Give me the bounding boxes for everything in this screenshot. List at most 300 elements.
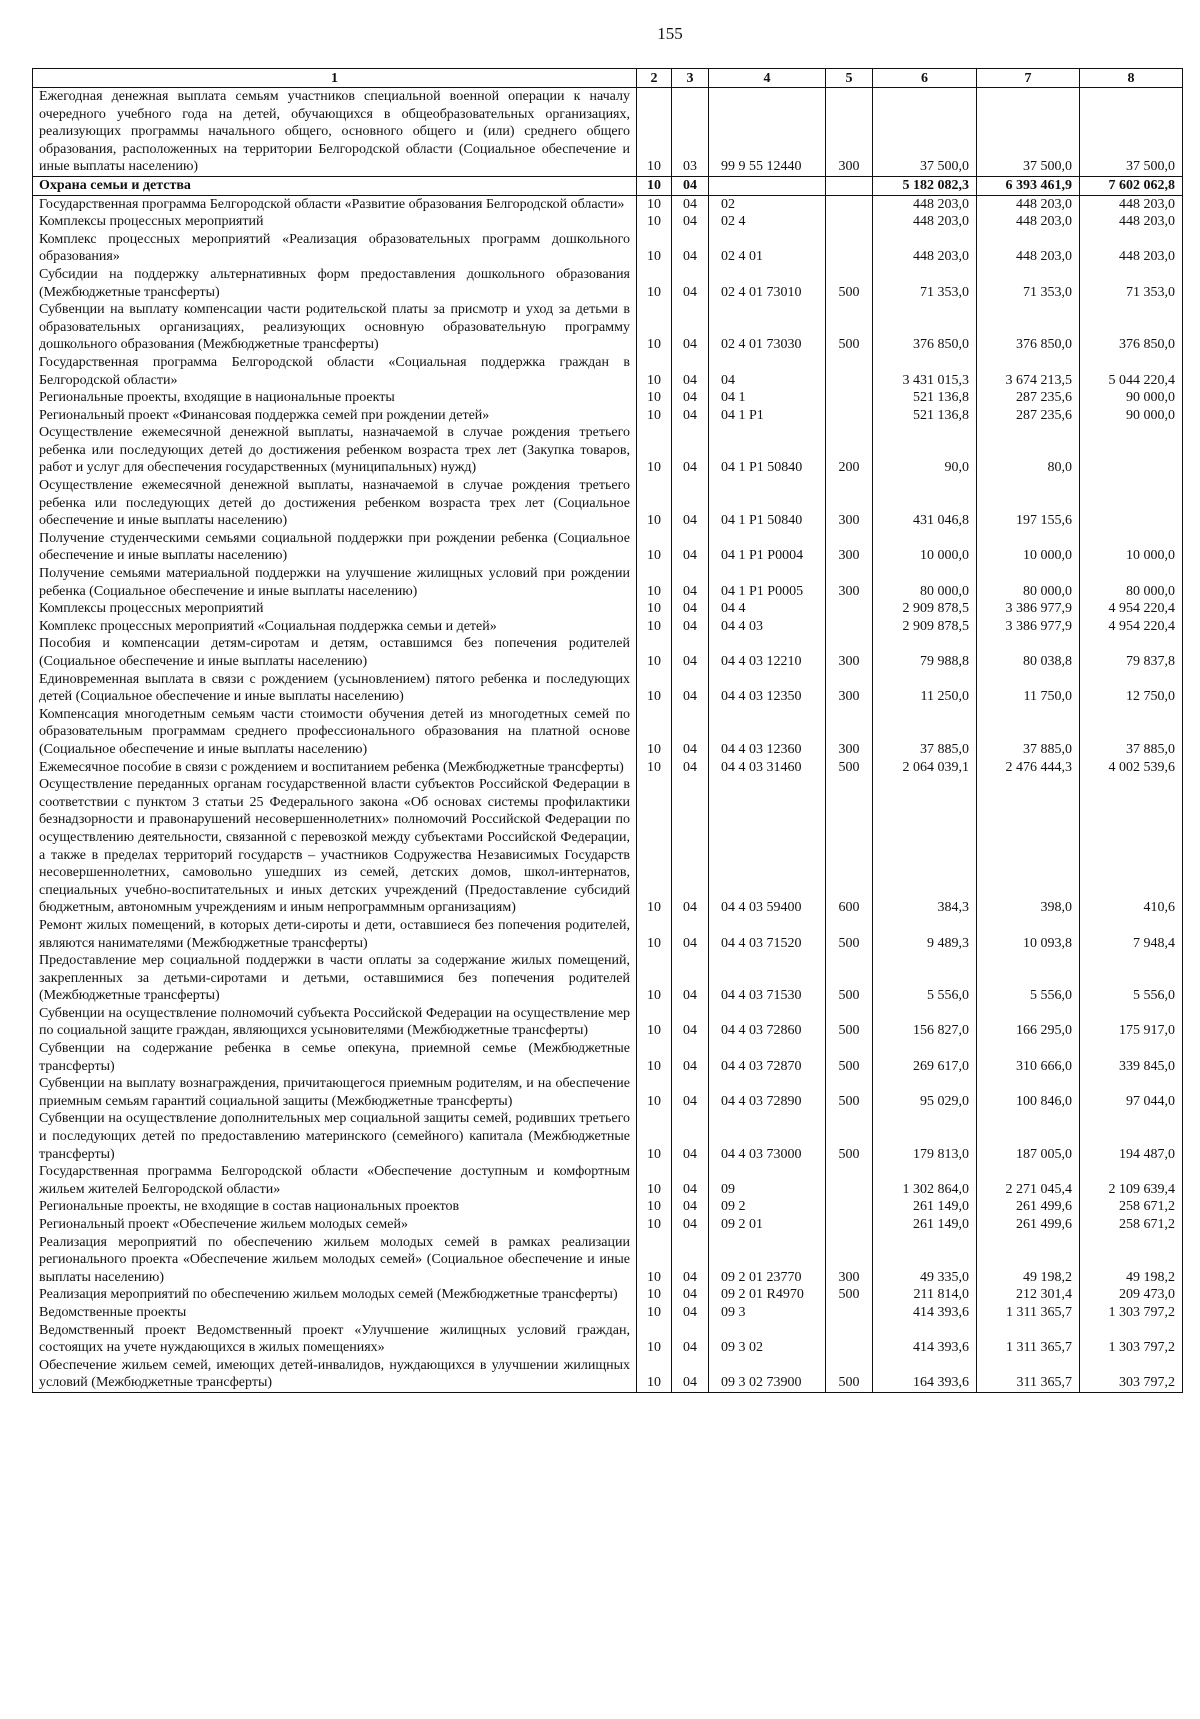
row-amount-col8: 448 203,0 [1080,213,1183,231]
row-target-article [709,176,826,195]
row-amount-col8: 1 303 797,2 [1080,1322,1183,1357]
row-subsection-code: 04 [672,600,709,618]
row-target-article: 09 3 02 73900 [709,1357,826,1393]
row-section-code: 10 [637,1040,672,1075]
row-target-article: 04 4 03 [709,618,826,636]
budget-table [32,68,1183,1393]
row-section-code: 10 [637,1322,672,1357]
row-name: Комплекс процессных мероприятий «Реализация образовательных программ дошкольного образования» [33,231,637,266]
row-amount-col7: 166 295,0 [977,1005,1080,1040]
row-amount-col6: 10 000,0 [873,530,977,565]
row-amount-col7: 448 203,0 [977,195,1080,213]
row-amount-col8: 376 850,0 [1080,301,1183,354]
row-subsection-code: 04 [672,389,709,407]
row-target-article: 09 3 02 [709,1322,826,1357]
row-expense-type [826,389,873,407]
row-expense-type: 500 [826,1005,873,1040]
row-section-code: 10 [637,407,672,425]
row-expense-type: 500 [826,952,873,1005]
row-target-article: 04 4 03 12210 [709,635,826,670]
row-target-article: 02 [709,195,826,213]
row-section-code: 10 [637,424,672,477]
row-expense-type: 500 [826,759,873,777]
row-subsection-code: 04 [672,176,709,195]
row-amount-col6: 156 827,0 [873,1005,977,1040]
row-section-code: 10 [637,1234,672,1287]
row-expense-type [826,1322,873,1357]
row-amount-col6: 179 813,0 [873,1110,977,1163]
row-amount-col8: 37 500,0 [1080,88,1183,177]
row-amount-col8: 90 000,0 [1080,407,1183,425]
row-expense-type [826,354,873,389]
row-section-code: 10 [637,301,672,354]
row-subsection-code: 04 [672,776,709,917]
row-amount-col6: 448 203,0 [873,231,977,266]
row-amount-col7: 197 155,6 [977,477,1080,530]
row-section-code: 10 [637,213,672,231]
row-name: Субвенции на осуществление полномочий субъекта Российской Федерации на осуществление мер по социальной защите граждан, являющихся усыновителями (Межбюджетные трансферты) [33,1005,637,1040]
table-row [33,1322,1183,1357]
row-target-article: 04 1 P1 50840 [709,424,826,477]
table-row [33,424,1183,477]
row-amount-col6: 521 136,8 [873,407,977,425]
table-row [33,301,1183,354]
row-name: Пособия и компенсации детям-сиротам и детям, оставшимся без попечения родителей (Социальное обеспечение и иные выплаты населению) [33,635,637,670]
table-row [33,952,1183,1005]
row-target-article: 04 1 P1 [709,407,826,425]
row-amount-col8: 71 353,0 [1080,266,1183,301]
row-subsection-code: 04 [672,1110,709,1163]
row-target-article: 04 4 03 72870 [709,1040,826,1075]
row-section-code: 10 [637,917,672,952]
row-target-article: 04 4 03 31460 [709,759,826,777]
row-amount-col6: 521 136,8 [873,389,977,407]
row-section-code: 10 [637,530,672,565]
row-amount-col7: 310 666,0 [977,1040,1080,1075]
table-row [33,354,1183,389]
row-amount-col6: 414 393,6 [873,1304,977,1322]
row-name: Комплексы процессных мероприятий [33,600,637,618]
row-name: Осуществление переданных органам государственной власти субъектов Российской Федерации в соответствии с пунктом 3 статьи 25 Федерального закона «Об основах системы профилактики безнадзорности и правонарушений несовершеннолетних» полномочий Российской Федерации по осуществлению деятельности, связанной с перевозкой между субъектами Российской Федерации, а также в пределах территорий государств – участников Содружества Независимых Государств несовершеннолетних, самовольно ушедших из семей, детских домов, школ-интернатов, специальных учебно-воспитательных и иных детских учреждений (Предоставление субсидий бюджетным, автономным учреждениям и иным непрограммным организациям) [33,776,637,917]
row-amount-col8: 80 000,0 [1080,565,1183,600]
row-name: Осуществление ежемесячной денежной выплаты, назначаемой в случае рождения третьего ребенка или последующих детей до достижения ребенком возраста трех лет (Закупка товаров, работ и услуг для обеспечения государственных (муниципальных) нужд) [33,424,637,477]
row-amount-col8: 258 671,2 [1080,1198,1183,1216]
column-header-1: 1 [33,69,637,88]
row-subsection-code: 04 [672,759,709,777]
table-row [33,1198,1183,1216]
row-amount-col6: 9 489,3 [873,917,977,952]
table-row [33,1075,1183,1110]
row-amount-col6: 90,0 [873,424,977,477]
row-target-article: 02 4 01 73010 [709,266,826,301]
row-target-article: 09 2 01 23770 [709,1234,826,1287]
row-amount-col8: 448 203,0 [1080,195,1183,213]
row-section-code: 10 [637,565,672,600]
row-amount-col7: 80,0 [977,424,1080,477]
row-section-code: 10 [637,706,672,759]
row-subsection-code: 04 [672,671,709,706]
row-name: Охрана семьи и детства [33,176,637,195]
row-amount-col7: 212 301,4 [977,1286,1080,1304]
row-amount-col7: 261 499,6 [977,1198,1080,1216]
table-row [33,635,1183,670]
row-subsection-code: 04 [672,424,709,477]
row-subsection-code: 04 [672,1216,709,1234]
row-expense-type: 500 [826,1075,873,1110]
row-amount-col7: 448 203,0 [977,213,1080,231]
column-header-8: 8 [1080,69,1183,88]
row-amount-col6: 71 353,0 [873,266,977,301]
row-section-code: 10 [637,635,672,670]
row-amount-col7: 10 093,8 [977,917,1080,952]
row-amount-col7: 71 353,0 [977,266,1080,301]
row-subsection-code: 04 [672,407,709,425]
row-amount-col6: 79 988,8 [873,635,977,670]
row-amount-col7: 376 850,0 [977,301,1080,354]
row-amount-col6: 95 029,0 [873,1075,977,1110]
row-amount-col8: 258 671,2 [1080,1216,1183,1234]
row-target-article: 04 1 P1 P0004 [709,530,826,565]
row-subsection-code: 04 [672,618,709,636]
row-name: Государственная программа Белгородской области «Социальная поддержка граждан в Белгородской области» [33,354,637,389]
row-amount-col6: 431 046,8 [873,477,977,530]
row-amount-col8: 4 954 220,4 [1080,618,1183,636]
row-subsection-code: 04 [672,1163,709,1198]
row-section-code: 10 [637,600,672,618]
row-amount-col7: 3 386 977,9 [977,618,1080,636]
row-name: Государственная программа Белгородской области «Обеспечение доступным и комфортным жильем жителей Белгородской области» [33,1163,637,1198]
row-amount-col6: 2 064 039,1 [873,759,977,777]
row-amount-col8 [1080,424,1183,477]
row-section-code: 10 [637,671,672,706]
row-amount-col8: 97 044,0 [1080,1075,1183,1110]
column-header-5: 5 [826,69,873,88]
row-amount-col8: 5 044 220,4 [1080,354,1183,389]
table-row [33,1110,1183,1163]
row-target-article: 04 4 03 59400 [709,776,826,917]
table-row [33,671,1183,706]
table-row [33,1163,1183,1198]
row-amount-col7: 1 311 365,7 [977,1322,1080,1357]
row-section-code: 10 [637,1005,672,1040]
table-row [33,706,1183,759]
row-amount-col8: 37 885,0 [1080,706,1183,759]
row-amount-col7: 261 499,6 [977,1216,1080,1234]
row-amount-col6: 2 909 878,5 [873,618,977,636]
row-target-article: 04 4 03 72890 [709,1075,826,1110]
row-amount-col8: 7 602 062,8 [1080,176,1183,195]
row-target-article: 04 4 03 72860 [709,1005,826,1040]
page-number: 155 [657,24,683,43]
row-subsection-code: 04 [672,195,709,213]
row-target-article: 02 4 01 [709,231,826,266]
table-row [33,88,1183,177]
row-target-article: 09 [709,1163,826,1198]
row-amount-col7: 5 556,0 [977,952,1080,1005]
row-name: Государственная программа Белгородской области «Развитие образования Белгородской области» [33,195,637,213]
row-expense-type: 500 [826,1357,873,1393]
row-amount-col7: 3 386 977,9 [977,600,1080,618]
row-amount-col8: 194 487,0 [1080,1110,1183,1163]
row-amount-col6: 5 182 082,3 [873,176,977,195]
row-amount-col7: 2 476 444,3 [977,759,1080,777]
row-name: Реализация мероприятий по обеспечению жильем молодых семей (Межбюджетные трансферты) [33,1286,637,1304]
row-amount-col8: 1 303 797,2 [1080,1304,1183,1322]
table-row [33,176,1183,195]
row-expense-type: 200 [826,424,873,477]
row-name: Ежегодная денежная выплата семьям участников специальной военной операции к началу очередного учебного года на детей, обучающихся в общеобразовательных организациях, реализующих программы начального общего, основного общего и (или) среднего общего образования, расположенных на территории Белгородской области (Социальное обеспечение и иные выплаты населению) [33,88,637,177]
column-header-2: 2 [637,69,672,88]
row-amount-col7: 287 235,6 [977,407,1080,425]
row-name: Получение студенческими семьями социальной поддержки при рождении ребенка (Социальное обеспечение и иные выплаты населению) [33,530,637,565]
row-expense-type [826,1216,873,1234]
row-subsection-code: 04 [672,354,709,389]
row-amount-col7: 6 393 461,9 [977,176,1080,195]
row-amount-col8: 2 109 639,4 [1080,1163,1183,1198]
row-subsection-code: 04 [672,635,709,670]
row-target-article: 04 1 [709,389,826,407]
row-amount-col6: 49 335,0 [873,1234,977,1287]
row-amount-col8: 90 000,0 [1080,389,1183,407]
row-subsection-code: 04 [672,477,709,530]
row-target-article: 02 4 [709,213,826,231]
row-expense-type [826,195,873,213]
table-row [33,1040,1183,1075]
row-amount-col7: 311 365,7 [977,1357,1080,1393]
row-expense-type: 300 [826,706,873,759]
row-name: Получение семьями материальной поддержки на улучшение жилищных условий при рождении ребенка (Социальное обеспечение и иные выплаты населению) [33,565,637,600]
row-subsection-code: 04 [672,213,709,231]
row-target-article: 09 2 01 [709,1216,826,1234]
row-section-code: 10 [637,176,672,195]
row-section-code: 10 [637,952,672,1005]
row-amount-col6: 448 203,0 [873,213,977,231]
row-amount-col8: 7 948,4 [1080,917,1183,952]
row-name: Реализация мероприятий по обеспечению жильем молодых семей в рамках реализации регионального проекта «Обеспечение жильем молодых семей» (Социальное обеспечение и иные выплаты населению) [33,1234,637,1287]
row-amount-col7: 287 235,6 [977,389,1080,407]
row-subsection-code: 04 [672,1322,709,1357]
row-subsection-code: 04 [672,706,709,759]
row-name: Ежемесячное пособие в связи с рождением и воспитанием ребенка (Межбюджетные трансферты) [33,759,637,777]
row-amount-col7: 100 846,0 [977,1075,1080,1110]
row-expense-type [826,176,873,195]
row-expense-type: 600 [826,776,873,917]
column-header-7: 7 [977,69,1080,88]
row-subsection-code: 04 [672,266,709,301]
row-expense-type [826,1198,873,1216]
row-amount-col6: 80 000,0 [873,565,977,600]
table-row [33,759,1183,777]
row-section-code: 10 [637,88,672,177]
table-row [33,1286,1183,1304]
row-amount-col8: 410,6 [1080,776,1183,917]
row-target-article: 04 4 [709,600,826,618]
row-section-code: 10 [637,354,672,389]
row-section-code: 10 [637,618,672,636]
row-expense-type: 500 [826,1110,873,1163]
row-amount-col6: 269 617,0 [873,1040,977,1075]
row-target-article: 04 4 03 71520 [709,917,826,952]
row-name: Ремонт жилых помещений, в которых дети-сироты и дети, оставшиеся без попечения родителей, являются нанимателями (Межбюджетные трансферты) [33,917,637,952]
row-amount-col6: 37 885,0 [873,706,977,759]
row-name: Обеспечение жильем семей, имеющих детей-инвалидов, нуждающихся в улучшении жилищных условий (Межбюджетные трансферты) [33,1357,637,1393]
row-expense-type [826,618,873,636]
row-amount-col8: 49 198,2 [1080,1234,1183,1287]
row-section-code: 10 [637,1198,672,1216]
row-expense-type [826,231,873,266]
row-subsection-code: 04 [672,1357,709,1393]
row-name: Комплексы процессных мероприятий [33,213,637,231]
row-name: Осуществление ежемесячной денежной выплаты, назначаемой в случае рождения третьего ребенка или последующих детей до достижения ребенком возраста трех лет (Социальное обеспечение и иные выплаты населению) [33,477,637,530]
row-name: Субсидии на поддержку альтернативных форм предоставления дошкольного образования (Межбюджетные трансферты) [33,266,637,301]
row-amount-col6: 164 393,6 [873,1357,977,1393]
row-expense-type [826,1304,873,1322]
row-subsection-code: 04 [672,917,709,952]
row-amount-col7: 187 005,0 [977,1110,1080,1163]
row-subsection-code: 04 [672,565,709,600]
row-subsection-code: 04 [672,1234,709,1287]
row-subsection-code: 04 [672,1040,709,1075]
row-name: Региональные проекты, входящие в национальные проекты [33,389,637,407]
row-section-code: 10 [637,1286,672,1304]
row-section-code: 10 [637,477,672,530]
table-row [33,530,1183,565]
row-section-code: 10 [637,1075,672,1110]
table-row [33,600,1183,618]
row-name: Региональный проект «Обеспечение жильем молодых семей» [33,1216,637,1234]
row-expense-type: 300 [826,671,873,706]
row-amount-col6: 211 814,0 [873,1286,977,1304]
table-row [33,266,1183,301]
row-section-code: 10 [637,1110,672,1163]
row-amount-col6: 1 302 864,0 [873,1163,977,1198]
row-amount-col8: 10 000,0 [1080,530,1183,565]
row-amount-col6: 261 149,0 [873,1198,977,1216]
table-row [33,1357,1183,1393]
row-target-article: 04 4 03 71530 [709,952,826,1005]
table-row [33,1304,1183,1322]
row-section-code: 10 [637,1304,672,1322]
table-row [33,917,1183,952]
row-amount-col8 [1080,477,1183,530]
row-subsection-code: 04 [672,530,709,565]
row-name: Ведомственный проект Ведомственный проект «Улучшение жилищных условий граждан, состоящих на учете нуждающихся в жилых помещениях» [33,1322,637,1357]
row-subsection-code: 04 [672,1286,709,1304]
row-amount-col7: 10 000,0 [977,530,1080,565]
row-section-code: 10 [637,231,672,266]
row-expense-type: 300 [826,530,873,565]
row-expense-type: 300 [826,477,873,530]
row-amount-col8: 79 837,8 [1080,635,1183,670]
table-row [33,195,1183,213]
column-number-header [33,69,1183,88]
row-section-code: 10 [637,1357,672,1393]
row-name: Региональный проект «Финансовая поддержка семей при рождении детей» [33,407,637,425]
table-row [33,213,1183,231]
table-row [33,231,1183,266]
row-target-article: 04 1 P1 P0005 [709,565,826,600]
row-name: Ведомственные проекты [33,1304,637,1322]
row-name: Комплекс процессных мероприятий «Социальная поддержка семьи и детей» [33,618,637,636]
row-expense-type [826,407,873,425]
row-amount-col6: 376 850,0 [873,301,977,354]
budget-table-container [32,68,1182,1393]
row-amount-col8: 209 473,0 [1080,1286,1183,1304]
row-section-code: 10 [637,1163,672,1198]
row-target-article: 09 3 [709,1304,826,1322]
row-amount-col6: 261 149,0 [873,1216,977,1234]
row-expense-type: 300 [826,635,873,670]
row-amount-col7: 2 271 045,4 [977,1163,1080,1198]
row-target-article: 04 4 03 12360 [709,706,826,759]
row-amount-col8: 175 917,0 [1080,1005,1183,1040]
row-target-article: 09 2 [709,1198,826,1216]
row-amount-col6: 2 909 878,5 [873,600,977,618]
row-amount-col8: 448 203,0 [1080,231,1183,266]
row-subsection-code: 04 [672,1198,709,1216]
row-target-article: 99 9 55 12440 [709,88,826,177]
row-name: Предоставление мер социальной поддержки в части оплаты за содержание жилых помещений, закрепленных за детьми-сиротами и детьми, оставшимися без попечения родителей (Межбюджетные трансферты) [33,952,637,1005]
table-body [33,88,1183,1393]
row-target-article: 02 4 01 73030 [709,301,826,354]
row-expense-type: 500 [826,917,873,952]
table-row [33,565,1183,600]
row-expense-type: 500 [826,1286,873,1304]
row-name: Субвенции на осуществление дополнительных мер социальной защиты семей, родивших третьего и последующих детей по предоставлению материнского (семейного) капитала (Межбюджетные трансферты) [33,1110,637,1163]
row-amount-col6: 5 556,0 [873,952,977,1005]
row-amount-col6: 414 393,6 [873,1322,977,1357]
row-expense-type: 300 [826,88,873,177]
table-row [33,1234,1183,1287]
column-header-3: 3 [672,69,709,88]
row-expense-type: 500 [826,301,873,354]
row-expense-type: 500 [826,1040,873,1075]
row-amount-col7: 11 750,0 [977,671,1080,706]
row-name: Региональные проекты, не входящие в состав национальных проектов [33,1198,637,1216]
row-amount-col6: 384,3 [873,776,977,917]
row-name: Субвенции на выплату компенсации части родительской платы за присмотр и уход за детьми в образовательных организациях, реализующих основную образовательную программу дошкольного образования (Межбюджетные трансферты) [33,301,637,354]
row-target-article: 04 [709,354,826,389]
row-section-code: 10 [637,759,672,777]
row-amount-col7: 1 311 365,7 [977,1304,1080,1322]
row-amount-col7: 80 038,8 [977,635,1080,670]
row-amount-col8: 12 750,0 [1080,671,1183,706]
row-amount-col7: 3 674 213,5 [977,354,1080,389]
row-name: Субвенции на содержание ребенка в семье опекуна, приемной семье (Межбюджетные трансферты) [33,1040,637,1075]
row-subsection-code: 04 [672,1005,709,1040]
row-amount-col6: 3 431 015,3 [873,354,977,389]
row-subsection-code: 04 [672,301,709,354]
row-expense-type: 300 [826,565,873,600]
table-row [33,477,1183,530]
row-expense-type [826,1163,873,1198]
row-amount-col8: 303 797,2 [1080,1357,1183,1393]
row-section-code: 10 [637,389,672,407]
table-row [33,407,1183,425]
row-amount-col6: 37 500,0 [873,88,977,177]
row-target-article: 04 4 03 12350 [709,671,826,706]
row-amount-col8: 5 556,0 [1080,952,1183,1005]
row-section-code: 10 [637,1216,672,1234]
table-row [33,618,1183,636]
row-expense-type: 500 [826,266,873,301]
row-amount-col7: 49 198,2 [977,1234,1080,1287]
row-section-code: 10 [637,195,672,213]
row-subsection-code: 04 [672,1075,709,1110]
row-amount-col8: 4 002 539,6 [1080,759,1183,777]
row-expense-type: 300 [826,1234,873,1287]
row-subsection-code: 04 [672,1304,709,1322]
